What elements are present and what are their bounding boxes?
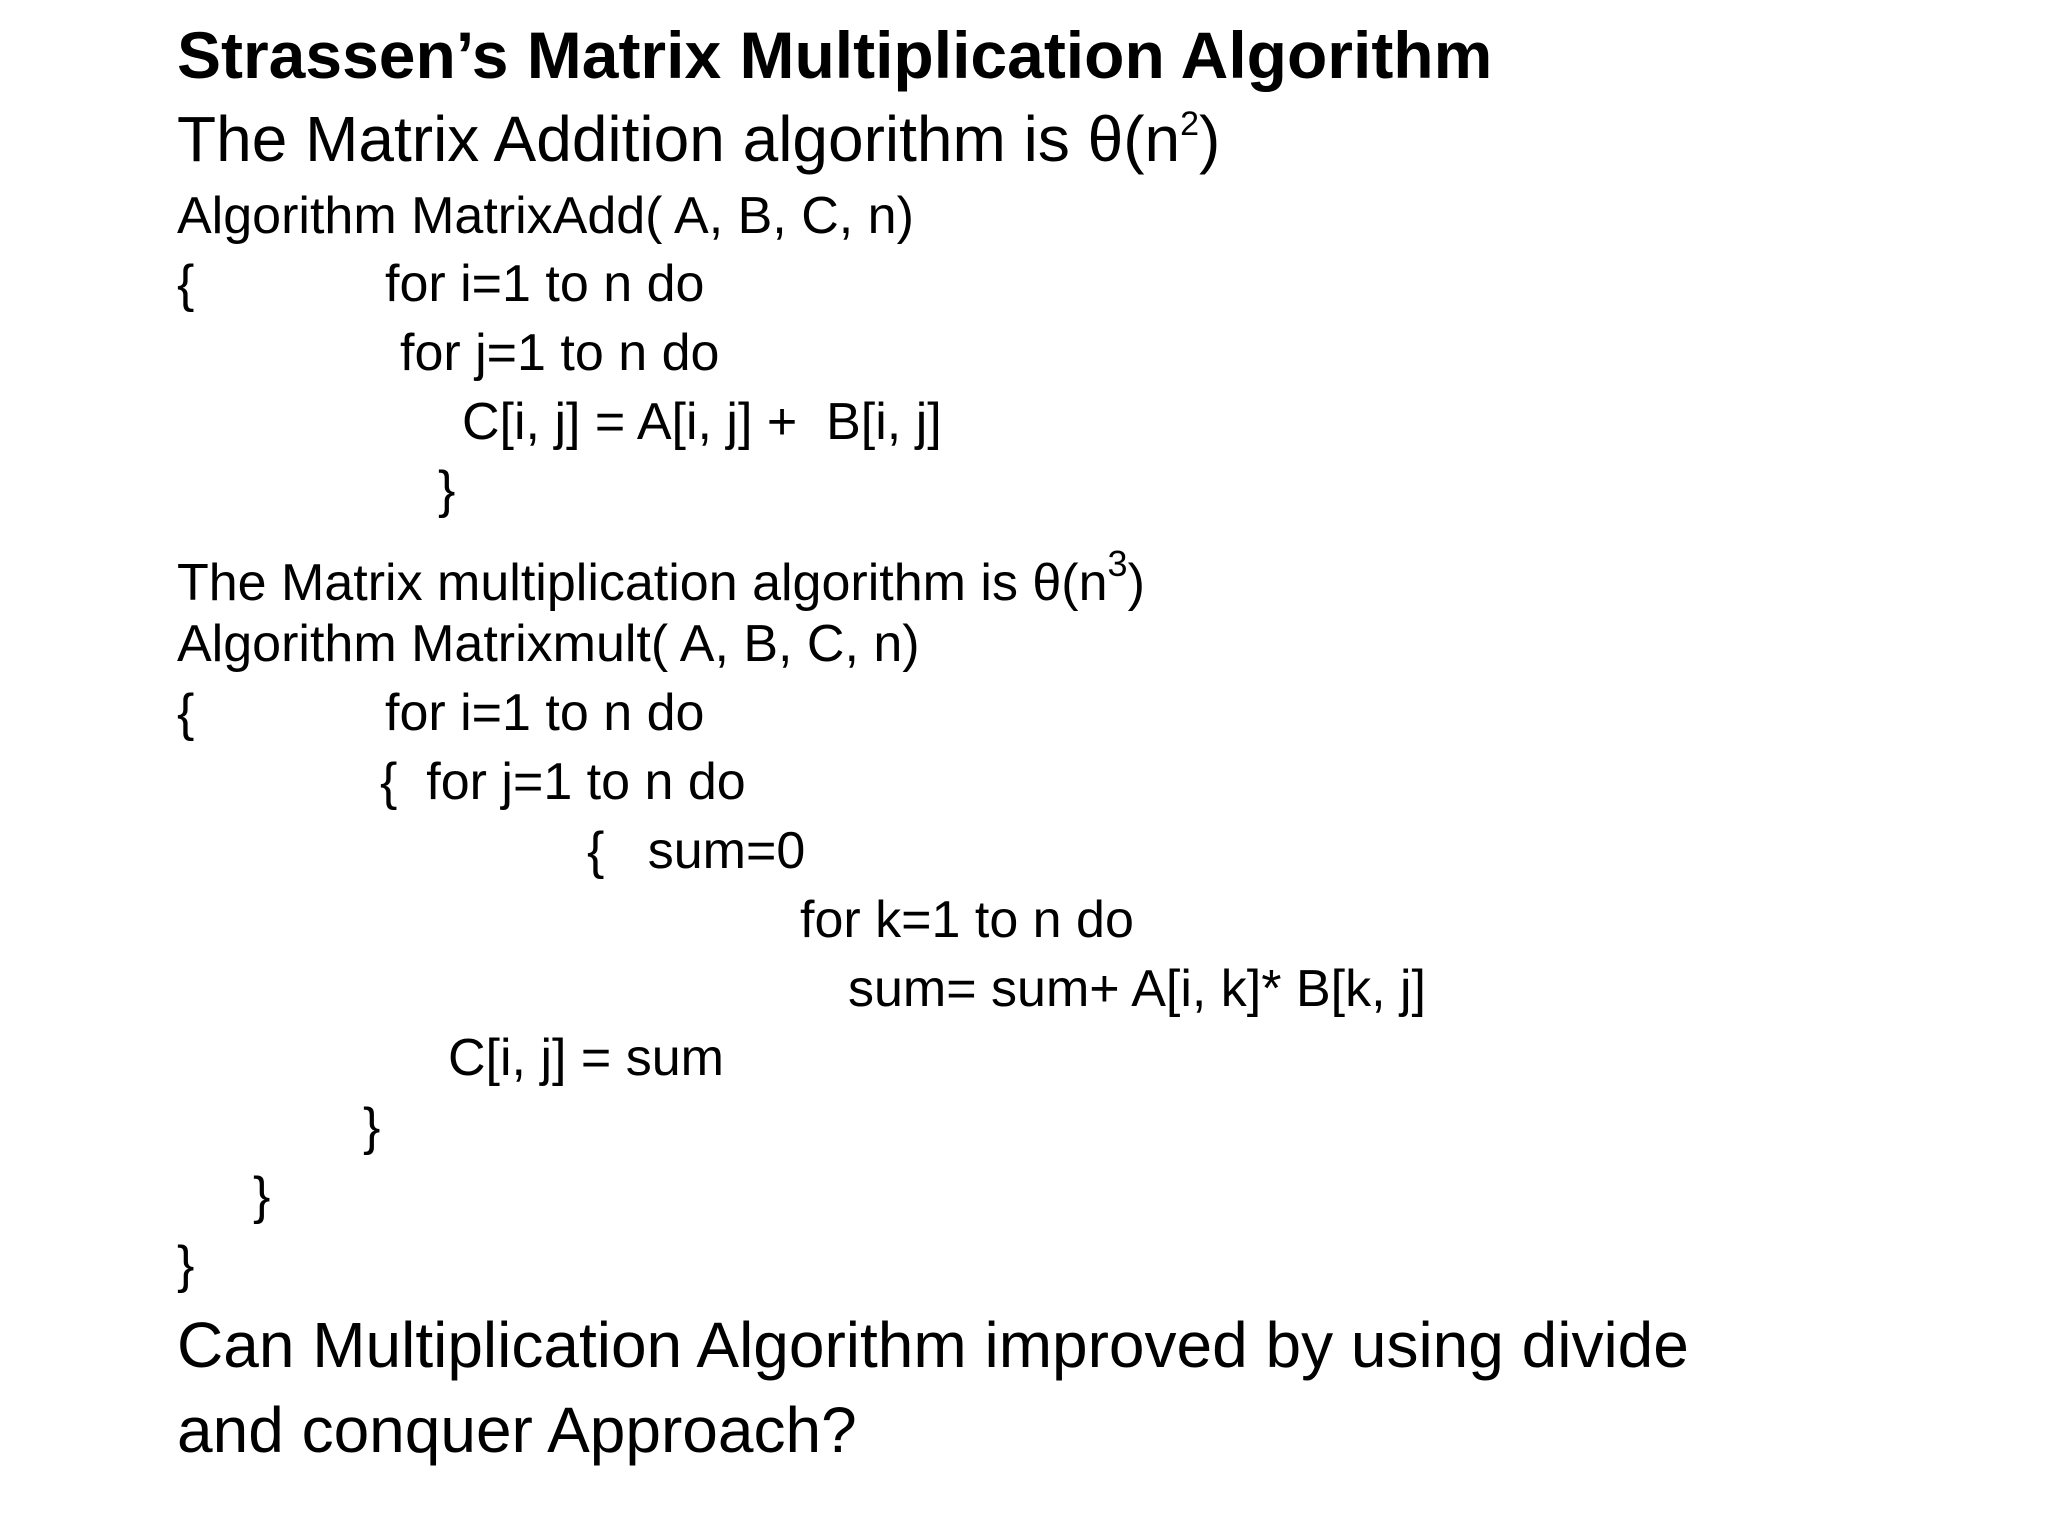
addition-code-line: } <box>438 461 456 519</box>
question-line: Can Multiplication Algorithm improved by using divide <box>177 1309 1689 1381</box>
addition-heading-exponent: 2 <box>1180 105 1200 143</box>
addition-heading-prefix: The Matrix Addition algorithm is θ(n <box>177 103 1181 175</box>
question-line: and conquer Approach? <box>177 1394 857 1466</box>
addition-code-line: C[i, j] = A[i, j] + B[i, j] <box>462 393 942 451</box>
mult-code-line: for k=1 to n do <box>800 891 1134 949</box>
addition-heading-suffix: ) <box>1199 103 1221 175</box>
mult-code-line: } <box>177 1236 195 1294</box>
addition-complexity-heading <box>177 103 1221 175</box>
addition-code-line: { <box>177 255 195 313</box>
mult-code-line: } <box>363 1098 381 1156</box>
mult-code-line: { <box>177 684 195 742</box>
multiplication-complexity-heading <box>177 543 1145 612</box>
mult-code-line: { sum=0 <box>587 822 806 880</box>
mult-heading-suffix: ) <box>1127 554 1145 612</box>
slide-title: Strassen’s Matrix Multiplication Algorithm <box>177 18 1493 92</box>
mult-code-line: { for j=1 to n do <box>380 753 746 811</box>
mult-code-line: C[i, j] = sum <box>448 1029 724 1087</box>
mult-code-line: for i=1 to n do <box>385 684 705 742</box>
mult-code-line: } <box>253 1167 271 1225</box>
mult-code-line: sum= sum+ A[i, k]* B[k, j] <box>848 960 1426 1018</box>
mult-code-line: Algorithm Matrixmult( A, B, C, n) <box>177 615 920 673</box>
addition-code-line: for j=1 to n do <box>400 324 720 382</box>
addition-code-line: Algorithm MatrixAdd( A, B, C, n) <box>177 187 914 245</box>
mult-heading-prefix: The Matrix multiplication algorithm is θ(n <box>177 554 1108 612</box>
addition-code-line: for i=1 to n do <box>385 255 705 313</box>
mult-heading-exponent: 3 <box>1107 543 1128 584</box>
